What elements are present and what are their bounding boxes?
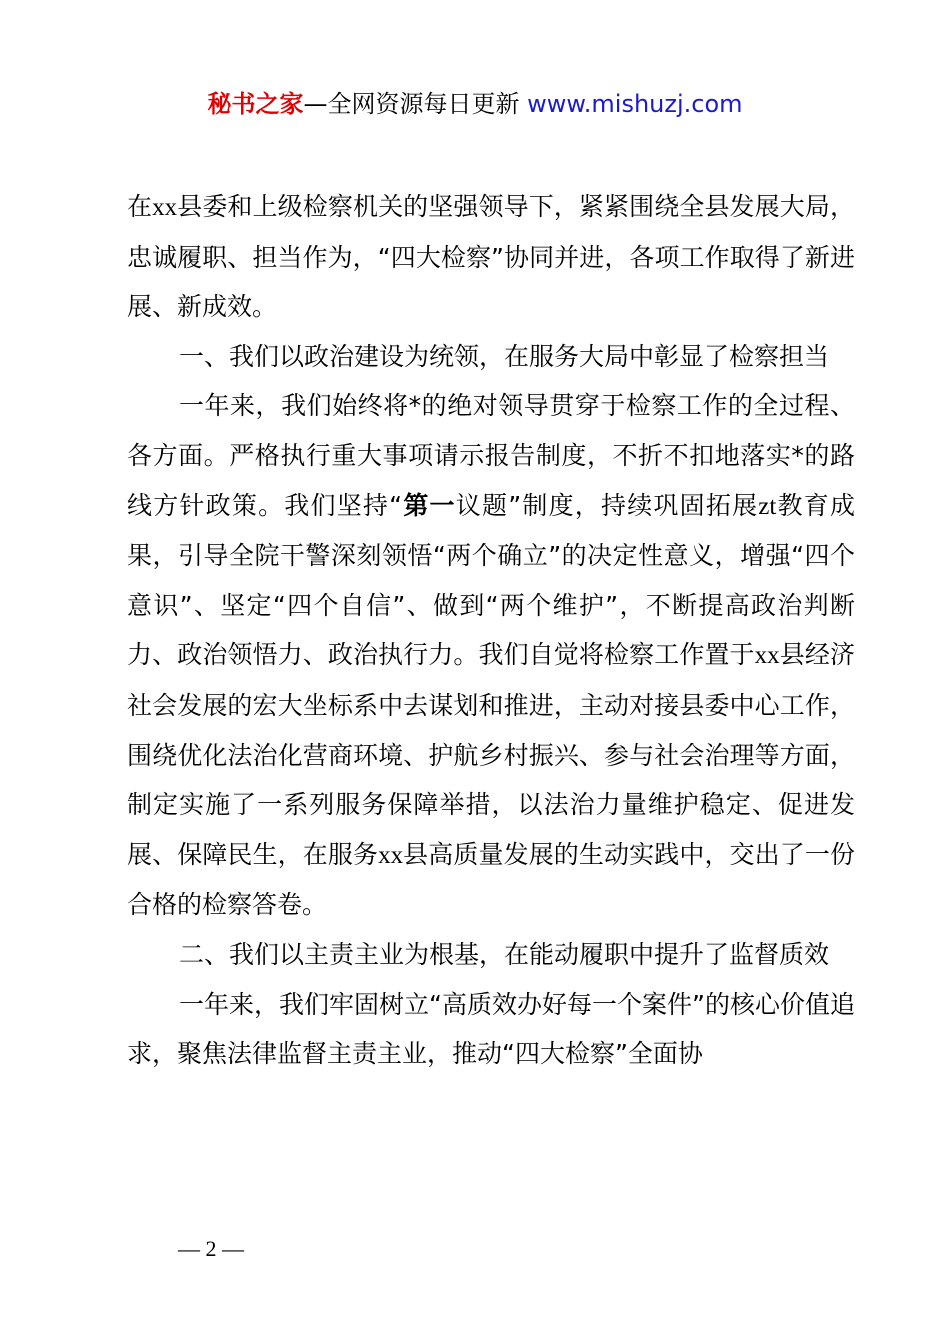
text-run: zt [758,492,777,520]
paragraph-section-1 [127,381,855,930]
text-run: 县高质量发展的生动实践中，交出了一份合格的检察答卷。 [127,839,855,920]
text-run-bold: 第一 [402,490,456,520]
text-run: 一年来，我们始终将*的绝对领导贯穿于检察工作的全过程、各方面。严格执行重大事项请示报告制度，不折不扣地落实*的路线方针政策。我们坚持“ [127,391,855,520]
section-heading-2: 二、我们以主责主业为根基，在能动履职中提升了监督质效 [179,939,830,969]
text-run: 县经济社会发展的宏大坐标系中去谋划和推进，主动对接县委中心工作，围绕优化法治化营商环境、护航乡村振兴、参与社会治理等方面，制定实施了一系列服务保障举措，以法治力量维护稳定、促进发展、保障民生，在服务 [127,640,855,869]
document-body [127,182,855,1079]
header-tagline: —全网资源每日更新 [303,90,528,118]
header-url-link[interactable]: www.mishuzj.com [527,90,743,118]
text-run: xx [754,642,780,670]
paragraph-intro [127,182,855,332]
header-brand: 秘书之家 [207,90,304,118]
text-run: 教育成果，引导全院干警深刻领悟“两个确立”的决定性意义，增强“四个意识”、坚定“四个自信”、做到“两个维护”，不断提高政治判断力、政治领悟力、政治执行力。我们自觉将检察工作置于 [127,490,855,670]
text-run: 县委和上级检察机关的坚强领导下，紧紧围绕全县发展大局，忠诚履职、担当作为，“四大检察”协同并进，各项工作取得了新进展、新成效。 [127,192,855,322]
text-run: xx [378,841,404,869]
text-run: 议题”制度，持续巩固拓展 [455,490,759,520]
page-number: — 2 — [178,1236,244,1261]
page-header [0,86,950,122]
text-run: 在 [127,192,153,221]
paragraph-section-2: 一年来，我们牢固树立“高质效办好每一个案件”的核心价值追求，聚焦法律监督主责主业，推动“四大检察”全面协 [127,989,855,1069]
section-heading-1: 一、我们以政治建设为统领，在服务大局中彰显了检察担当 [179,341,830,371]
text-run: xx [152,194,178,221]
